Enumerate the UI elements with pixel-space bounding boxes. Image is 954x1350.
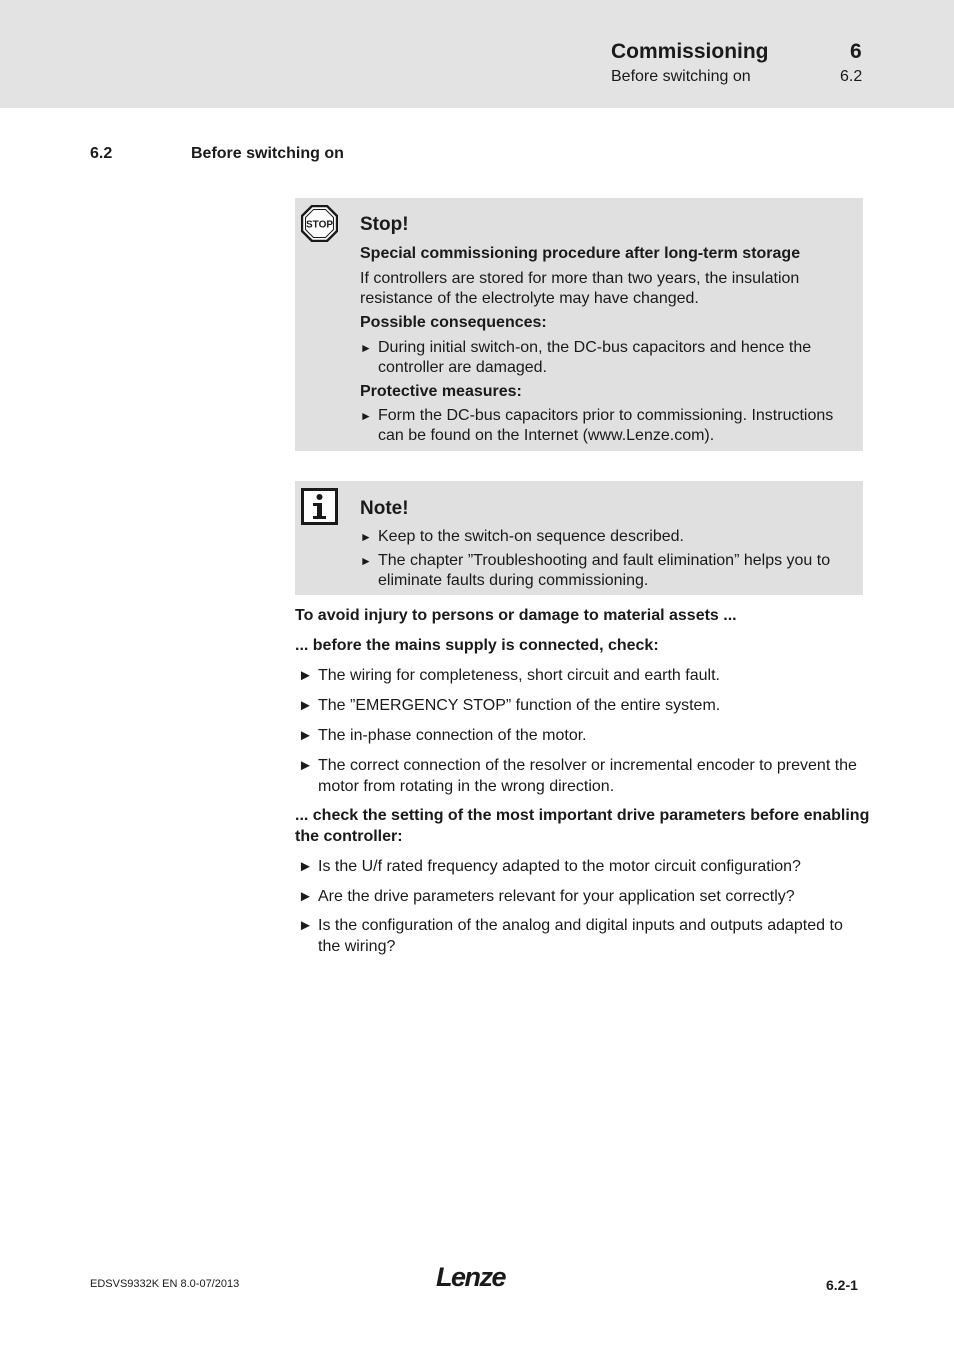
header-section-title: Before switching on <box>611 68 751 85</box>
consequence-item: ► During initial switch-on, the DC-bus capacitors and hence the controller are damaged. <box>360 339 812 376</box>
bullet-arrow-icon: ► <box>360 530 372 544</box>
note-item: ► Keep to the switch-on sequence described. <box>360 528 684 545</box>
param-check-item: ► Is the U/f rated frequency adapted to the motor circuit configuration? <box>298 858 801 875</box>
lenze-logo: Lenze <box>436 1262 506 1292</box>
param-check-item: ► Are the drive parameters relevant for your application set correctly? <box>298 888 795 905</box>
body-intro: To avoid injury to persons or damage to material assets ... <box>295 607 737 624</box>
bullet-arrow-icon: ► <box>298 697 313 714</box>
stop-subheading: Special commissioning procedure after long-term storage <box>360 245 801 262</box>
note-heading: Note! <box>360 498 409 519</box>
before-mains-label: ... before the mains supply is connected, check: <box>295 637 659 654</box>
header-section-number: 6.2 <box>840 68 863 85</box>
bullet-arrow-icon: ► <box>298 858 313 875</box>
stop-heading: Stop! <box>360 214 409 235</box>
param-check-item: ► Is the configuration of the analog and digital inputs and outputs adapted to the wiring? <box>298 917 843 955</box>
bullet-arrow-icon: ► <box>360 341 372 355</box>
params-label: ... check the setting of the most important drive parameters before enabling the controller: <box>295 807 870 845</box>
stop-sign-text: STOP <box>305 219 334 231</box>
bullet-arrow-icon: ► <box>360 554 372 568</box>
bullet-arrow-icon: ► <box>298 888 313 905</box>
bullet-arrow-icon: ► <box>298 917 313 934</box>
header-chapter-number: 6 <box>850 40 862 63</box>
note-item: ► The chapter ”Troubleshooting and fault elimination” helps you to eliminate faults during commissioning. <box>360 552 831 589</box>
bullet-arrow-icon: ► <box>298 667 313 684</box>
footer-page-number: 6.2-1 <box>826 1277 858 1293</box>
check-item: ► The in-phase connection of the motor. <box>298 727 587 744</box>
check-item: ► The correct connection of the resolver or incremental encoder to prevent the motor from rotating in the wrong direction. <box>298 757 857 795</box>
bullet-arrow-icon: ► <box>298 727 313 744</box>
section-title: Before switching on <box>191 145 344 162</box>
stop-intro: If controllers are stored for more than two years, the insulation resistance of the electrolyte may have changed. <box>360 270 800 307</box>
bullet-arrow-icon: ► <box>298 757 313 774</box>
section-number: 6.2 <box>90 145 113 162</box>
check-item: ► The wiring for completeness, short circuit and earth fault. <box>298 667 720 684</box>
stop-sign-icon <box>301 205 338 242</box>
measure-item: ► Form the DC-bus capacitors prior to commissioning. Instructions can be found on the Internet (www.Lenze.com). <box>360 407 834 444</box>
bullet-arrow-icon: ► <box>360 409 372 423</box>
info-icon <box>301 488 338 525</box>
note-box <box>295 481 863 595</box>
footer-doc-id: EDSVS9332K EN 8.0-07/2013 <box>90 1278 240 1290</box>
header-chapter-title: Commissioning <box>611 40 769 63</box>
measures-label: Protective measures: <box>360 383 522 400</box>
stop-warning-box <box>295 198 863 451</box>
check-item: ► The ”EMERGENCY STOP” function of the entire system. <box>298 697 721 714</box>
page-header <box>0 0 954 108</box>
consequences-label: Possible consequences: <box>360 314 547 331</box>
